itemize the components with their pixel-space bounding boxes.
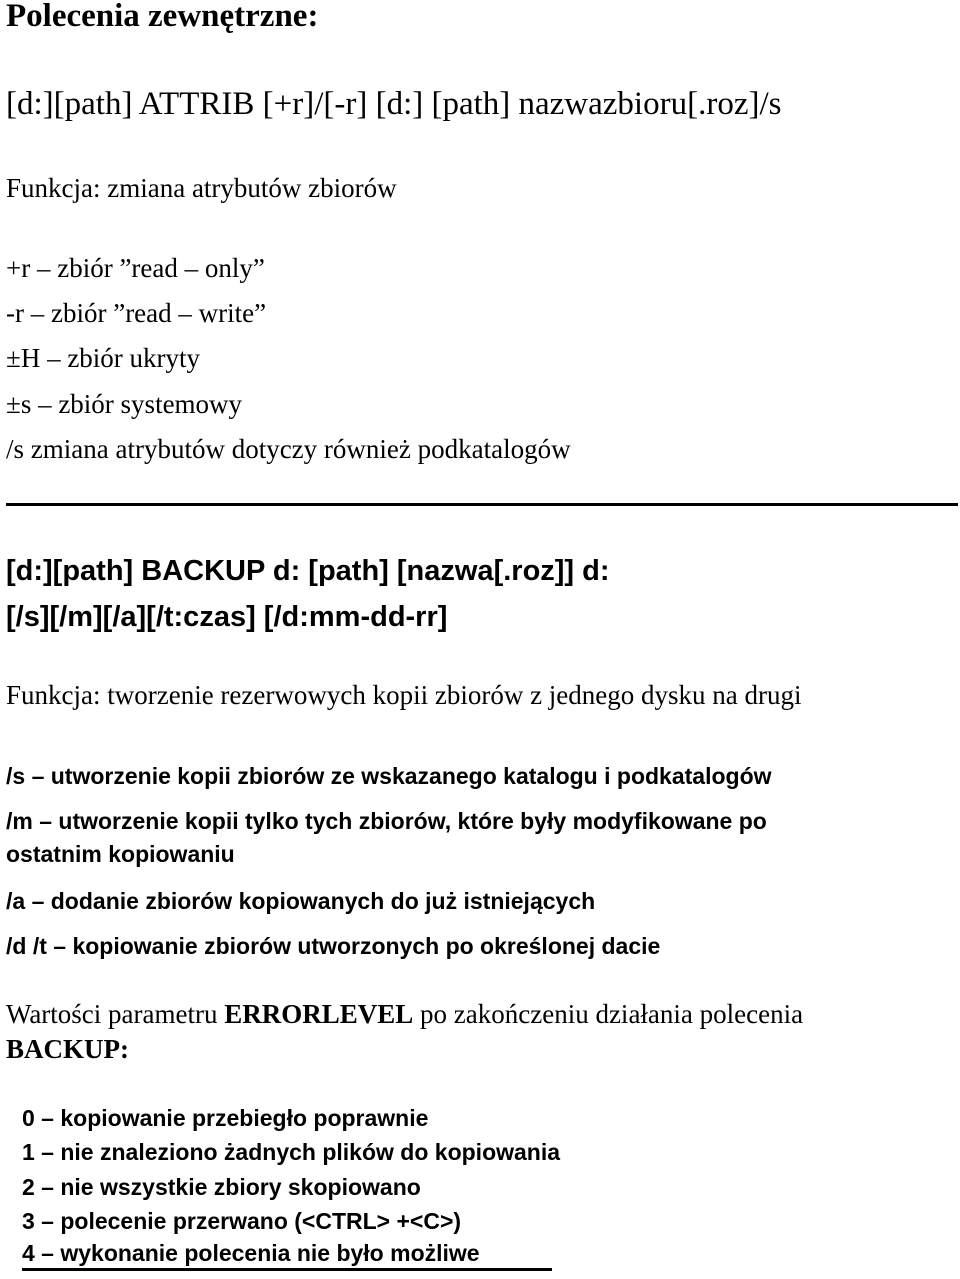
attrib-option: ±H – zbiór ukryty: [6, 343, 201, 373]
errorlevel-intro-pre: Wartości parametru: [6, 999, 225, 1029]
backup-switch: /m – utworzenie kopii tylko tych zbiorów, które były modyfikowane po: [6, 808, 767, 834]
errorlevel-keyword: ERRORLEVEL: [224, 999, 414, 1029]
attrib-syntax: [d:][path] ATTRIB [+r]/[-r] [d:] [path] nazwazbioru[.roz]/s: [6, 86, 782, 122]
errorlevel-intro-line2: BACKUP:: [6, 1034, 129, 1064]
errorlevel-intro-post: po zakończeniu działania polecenia: [413, 999, 804, 1029]
return-code: 0 – kopiowanie przebiegło poprawnie: [22, 1105, 429, 1131]
backup-syntax-line2: [/s][/m][/a][/t:czas] [/d:mm-dd-rr]: [6, 601, 448, 633]
return-code: 1 – nie znaleziono żadnych plików do kopiowania: [22, 1139, 561, 1165]
return-code: 4 – wykonanie polecenia nie było możliwe: [22, 1240, 480, 1266]
attrib-option: +r – zbiór ”read – only”: [6, 253, 265, 283]
backup-switch: /d /t – kopiowanie zbiorów utworzonych po określonej dacie: [6, 933, 661, 959]
section-divider: [6, 503, 958, 506]
backup-function: Funkcja: tworzenie rezerwowych kopii zbiorów z jednego dysku na drugi: [6, 680, 802, 710]
backup-switch-continuation: ostatnim kopiowaniu: [6, 841, 235, 867]
attrib-function: Funkcja: zmiana atrybutów zbiorów: [6, 173, 397, 203]
return-code: 2 – nie wszystkie zbiory skopiowano: [22, 1174, 421, 1200]
backup-syntax-line1: [d:][path] BACKUP d: [path] [nazwa[.roz]] d:: [6, 555, 610, 587]
backup-switch: /a – dodanie zbiorów kopiowanych do już istniejących: [6, 888, 596, 914]
attrib-option: ±s – zbiór systemowy: [6, 389, 243, 419]
return-code-underline: [22, 1268, 552, 1271]
attrib-option: /s zmiana atrybutów dotyczy również podkatalogów: [6, 434, 571, 464]
page-title: Polecenia zewnętrzne:: [6, 0, 319, 34]
attrib-option: -r – zbiór ”read – write”: [6, 298, 267, 328]
errorlevel-intro: [6, 999, 803, 1030]
backup-switch: /s – utworzenie kopii zbiorów ze wskazanego katalogu i podkatalogów: [6, 763, 772, 789]
return-code: 3 – polecenie przerwano (<CTRL> +<C>): [22, 1208, 462, 1234]
